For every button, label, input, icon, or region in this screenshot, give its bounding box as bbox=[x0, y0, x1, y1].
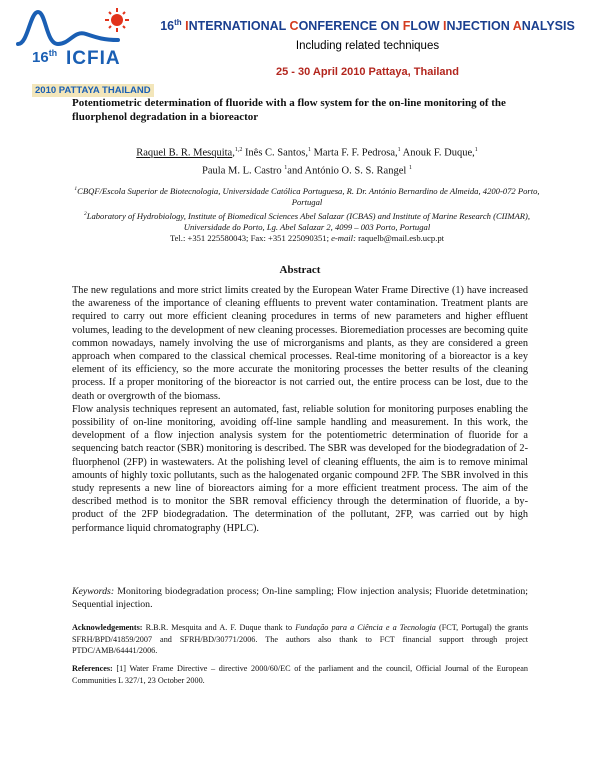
abstract-heading: Abstract bbox=[279, 264, 321, 276]
acknowledgements-text: R.B.R. Mesquita and A. F. Duque thank to Fundação para a Ciência e a Tecnologia (FCT, Portugal) the grants SFRH/BPD/41859/2007 and SFRH/BD/30771/2006. The authors also thank to FCT financial support through project PTDC/AMB/64441/2006. bbox=[72, 623, 529, 656]
logo-acronym: ICFIA bbox=[66, 48, 121, 69]
abstract-paragraph-1: The new regulations and more strict limits created by the European Water Frame Directive (1) have increased the awareness of the importance of cleaning effluents to prevent water contamination. Treatment plants are required to carry out more efficient cleaning procedures in terms of new parameters and higher effluent volumes, leading to the development of new cleaning processes. Bioremediation processes are becoming quite common nowadays, namely involving the use of microrganisms and plants, as they are considered a green approach when compared to the classical chemical processes. Real-time monitoring of a bioreactor is a key element of its efficiency, so the more accurate the monitoring processes the better results of the cleaning process. If a proper monitoring of the bioreactor is not carried out, the entire process can be lost, due to the death or overgrowth of the biomass. bbox=[72, 285, 528, 402]
acknowledgements-label: Acknowledgements: bbox=[72, 623, 143, 632]
keywords-text: Monitoring biodegradation process; On-line sampling; Flow injection analysis; Fluoride detetmination; Sequential injection. bbox=[72, 586, 528, 610]
affiliations: $^1$CBQF/Escola Superior de Biotecnologia, Universidade Católica Portuguesa, R. Dr. António Bernardino de Almeida, 4200-072 Porto, Portugal $^2$Laboratory of Hydrobiology, Institute of Biomedical Sciences Abel Salazar (ICBAS) and Institute of Marine Research (CIIMAR), Universidade do Porto, Lg. Abel Salazar 2, 4099 – 003 Porto, Portugal Tel.: +351 225580043; Fax: +351 225090351; e-mail: raquelb@mail.esb.ucp.pt bbox=[74, 185, 540, 244]
abstract-paragraph-2: Flow analysis techniques represent an automated, fast, reliable solution for monitoring purposes enabling the possibility of on-line monitoring, avoiding off-line sample handling and measurement. In this work, the development of a flow injection analysis system for the potentiometric determination of fluoride for a sequencing batch reactor (SBR) monitoring is described. The SBR was developed for the biodegradation of 2-fluorphenol (2FP) in wastewaters. At the polishing level of cleaning effluents, the aim is to remove minimal amounts of highly toxic pollutants, such as the halogenated organic compound 2FP. The SBR involved in this study represents a new line of bioreactors aiming for a more efficient treatment process. The aim of the described method is to monitor the SBR removal efficiency through the determination of fluoride, a by-product of the 2FP biodegradation. The determination of the pollutant, 2FP, was carried out by high performance liquid chromatography (HPLC). bbox=[72, 403, 528, 534]
conference-date-location: 25 - 30 April 2010 Pattaya, Thailand bbox=[275, 66, 459, 78]
references-text: [1] Water Frame Directive – directive 2000/60/EC of the parliament and the council, Official Journal of the European Communities L 327/1, 23 October 2000. bbox=[72, 664, 528, 685]
acknowledgements bbox=[72, 622, 528, 657]
keywords bbox=[72, 585, 528, 611]
conference-name: INTERNATIONAL CONFERENCE ON FLOW INJECTION ANALYSIS bbox=[185, 19, 575, 34]
references bbox=[72, 663, 528, 686]
conference-title: 16th INTERNATIONAL CONFERENCE ON FLOW INJECTION ANALYSIS bbox=[160, 18, 575, 34]
conference-logo bbox=[14, 6, 151, 98]
logo-band: 2010 PATTAYA THAILAND bbox=[32, 84, 154, 97]
references-label: References: bbox=[72, 664, 113, 673]
author-list: Raquel B. R. Mesquita,$^{1,2}$ Inês C. Santos,$^1$ Marta F. F. Pedrosa,$^1$ Anouk F. Duque,$^1$ Paula M. L. Castro $^1$and António O. S. S. Rangel $^1$ bbox=[136, 147, 478, 176]
abstract-body bbox=[72, 284, 528, 535]
keywords-label: Keywords: bbox=[72, 586, 115, 597]
logo-ordinal: 16th bbox=[32, 48, 58, 66]
paper-title: Potentiometric determination of fluoride with a flow system for the on-line monitoring of the fluorphenol degradation in a bioreactor bbox=[72, 97, 506, 123]
sun-icon bbox=[105, 8, 129, 32]
conference-subtitle: Including related techniques bbox=[295, 40, 440, 52]
